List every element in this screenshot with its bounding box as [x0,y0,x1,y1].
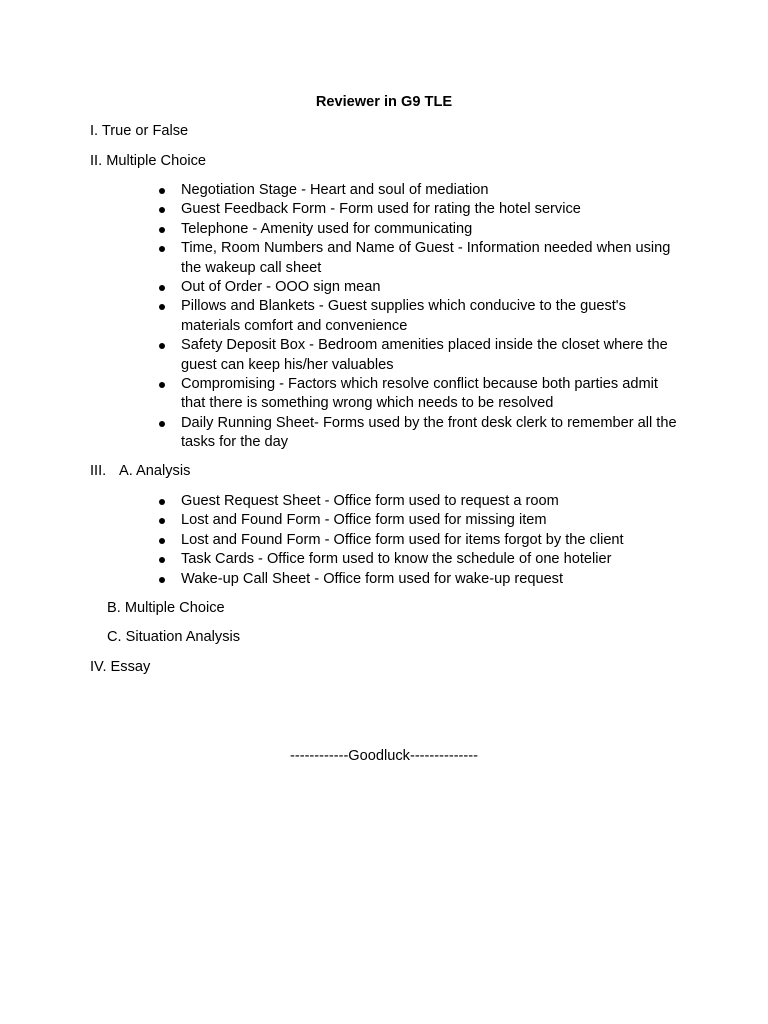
section-multiple-choice: II. Multiple Choice [90,153,206,169]
bullet-icon [159,538,165,544]
bullet-icon [159,382,165,388]
bullet-icon [159,421,165,427]
section-true-or-false: I. True or False [90,123,189,139]
list-item: Pillows and Blankets - Guest supplies which conducive to the guest's materials comfort and convenience [0,297,681,336]
list-item: Wake-up Call Sheet - Office form used for wake-up request [0,570,681,589]
bullet-icon [159,227,165,233]
list-item: Compromising - Factors which resolve conflict because both parties admit that there is something wrong which needs to be resolved [0,375,681,414]
list-item: Lost and Found Form - Office form used for missing item [0,511,681,530]
bullet-icon [159,246,165,252]
section-b-multiple-choice: B. Multiple Choice [107,600,225,616]
section-number: III. [90,463,107,479]
bullet-icon [159,518,165,524]
section-essay: IV. Essay [90,659,151,675]
bullet-icon [159,557,165,563]
bullet-icon [159,207,165,213]
list-item: Guest Feedback Form - Form used for rating the hotel service [0,200,681,219]
list-item: Negotiation Stage - Heart and soul of mediation [0,181,681,200]
list-item: Guest Request Sheet - Office form used to request a room [0,492,681,511]
multiple-choice-list [0,181,681,453]
list-item: Daily Running Sheet- Forms used by the front desk clerk to remember all the tasks for the day [0,414,681,453]
list-item: Lost and Found Form - Office form used for items forgot by the client [0,531,681,550]
section-c-situation-analysis: C. Situation Analysis [107,629,241,645]
bullet-icon [159,343,165,349]
bullet-icon [159,304,165,310]
bullet-icon [159,285,165,291]
bullet-icon [159,188,165,194]
list-item: Out of Order - OOO sign mean [0,278,681,297]
footer-goodluck: ------------Goodluck-------------- [289,748,478,764]
bullet-icon [159,577,165,583]
analysis-list [0,492,681,589]
list-item: Safety Deposit Box - Bedroom amenities placed inside the closet where the guest can keep his/her valuables [0,336,681,375]
list-item: Telephone - Amenity used for communicating [0,220,681,239]
section-sub-title: A. Analysis [119,463,191,479]
document-title: Reviewer in G9 TLE [315,94,453,110]
bullet-icon [159,499,165,505]
section-analysis [90,462,190,481]
list-item: Time, Room Numbers and Name of Guest - Information needed when using the wakeup call sheet [0,239,681,278]
list-item: Task Cards - Office form used to know the schedule of one hotelier [0,550,681,569]
